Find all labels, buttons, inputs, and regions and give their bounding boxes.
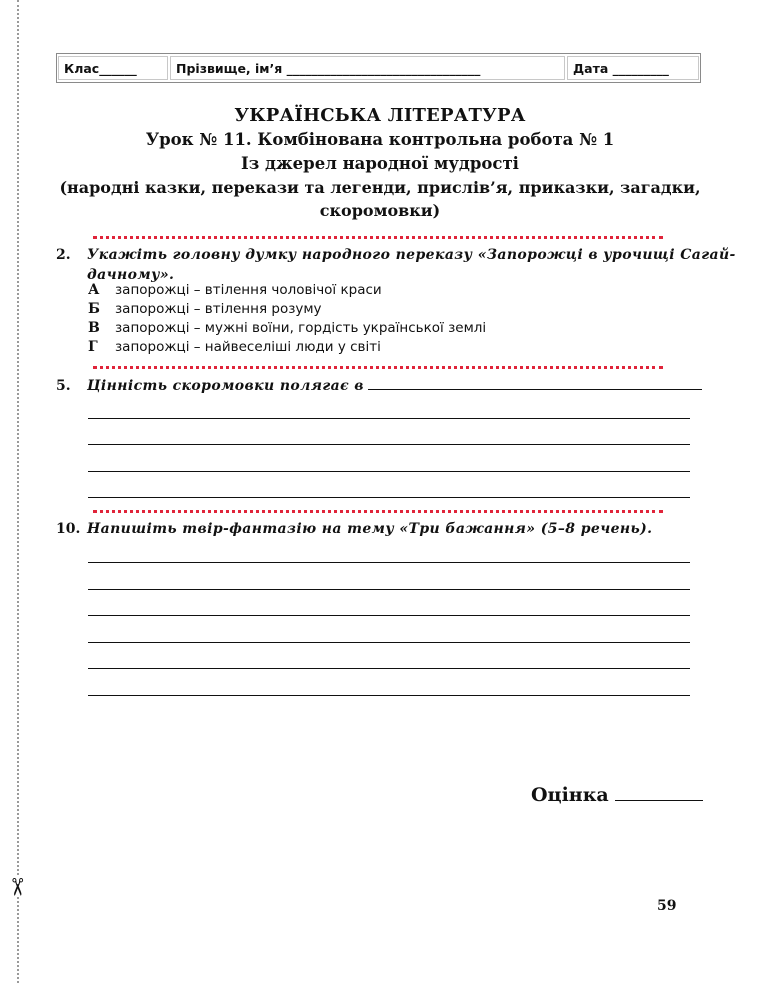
student-info-table: [56, 53, 701, 83]
divider-1: [93, 236, 663, 239]
question-2-number: 2.: [56, 247, 71, 263]
option-letter: Г: [88, 339, 98, 355]
answer-line[interactable]: [88, 589, 690, 590]
question-10-number: 10.: [56, 521, 81, 537]
date-field[interactable]: Дата _________: [567, 56, 699, 80]
subtopic-line-2: скоромовки): [319, 201, 441, 220]
option-b[interactable]: [88, 300, 486, 319]
cut-line: [17, 0, 19, 983]
option-text: запорожці – найвеселіші люди у світі: [115, 339, 381, 355]
name-field[interactable]: Прізвище, ім’я _______________________________: [170, 56, 565, 80]
grade-field: [531, 782, 703, 806]
answer-line[interactable]: [88, 695, 690, 696]
subject-title: УКРАЇНСЬКА ЛІТЕРАТУРА: [234, 105, 526, 126]
option-text: запорожці – втілення чоловічої краси: [115, 282, 382, 298]
option-v[interactable]: [88, 319, 486, 338]
scissors-icon: ✂: [3, 876, 32, 898]
answer-line[interactable]: [88, 444, 690, 445]
question-10: [56, 519, 652, 539]
question-2: [56, 245, 736, 285]
question-2-options: [88, 281, 486, 357]
subtopic-line-1: (народні казки, перекази та легенди, прислів’я, приказки, загадки,: [59, 178, 701, 197]
option-a[interactable]: [88, 281, 486, 300]
option-h[interactable]: [88, 338, 486, 357]
answer-line-inline[interactable]: [368, 375, 702, 390]
question-5-text: Цінність скоромовки полягає в: [87, 378, 364, 394]
answer-line[interactable]: [88, 562, 690, 563]
lesson-title: Урок № 11. Комбінована контрольна робота № 1: [145, 130, 615, 149]
divider-3: [93, 510, 663, 513]
grade-label: Оцінка: [531, 784, 609, 806]
question-2-text-line2: дачному».: [87, 267, 175, 283]
answer-line[interactable]: [88, 615, 690, 616]
page-number: 59: [657, 898, 677, 914]
option-letter: А: [88, 282, 100, 298]
answer-line[interactable]: [88, 418, 690, 419]
grade-input-line[interactable]: [615, 782, 703, 801]
topic-title: Із джерел народної мудрості: [241, 154, 519, 173]
option-letter: Б: [88, 301, 100, 317]
title-block: [40, 104, 720, 222]
question-2-text-line1: Укажіть головну думку народного переказу «Запорожці в урочищі Сагай-: [87, 247, 736, 263]
divider-2: [93, 366, 663, 369]
answer-line[interactable]: [88, 497, 690, 498]
option-text: запорожці – мужні воїни, гордість української землі: [115, 320, 487, 336]
option-text: запорожці – втілення розуму: [115, 301, 322, 317]
answer-line[interactable]: [88, 471, 690, 472]
answer-line[interactable]: [88, 668, 690, 669]
option-letter: В: [88, 320, 100, 336]
class-field[interactable]: Клас______: [58, 56, 168, 80]
question-5: [56, 375, 702, 396]
answer-line[interactable]: [88, 642, 690, 643]
question-5-number: 5.: [56, 378, 71, 394]
question-10-text: Напишіть твір-фантазію на тему «Три бажання» (5–8 речень).: [87, 521, 653, 537]
